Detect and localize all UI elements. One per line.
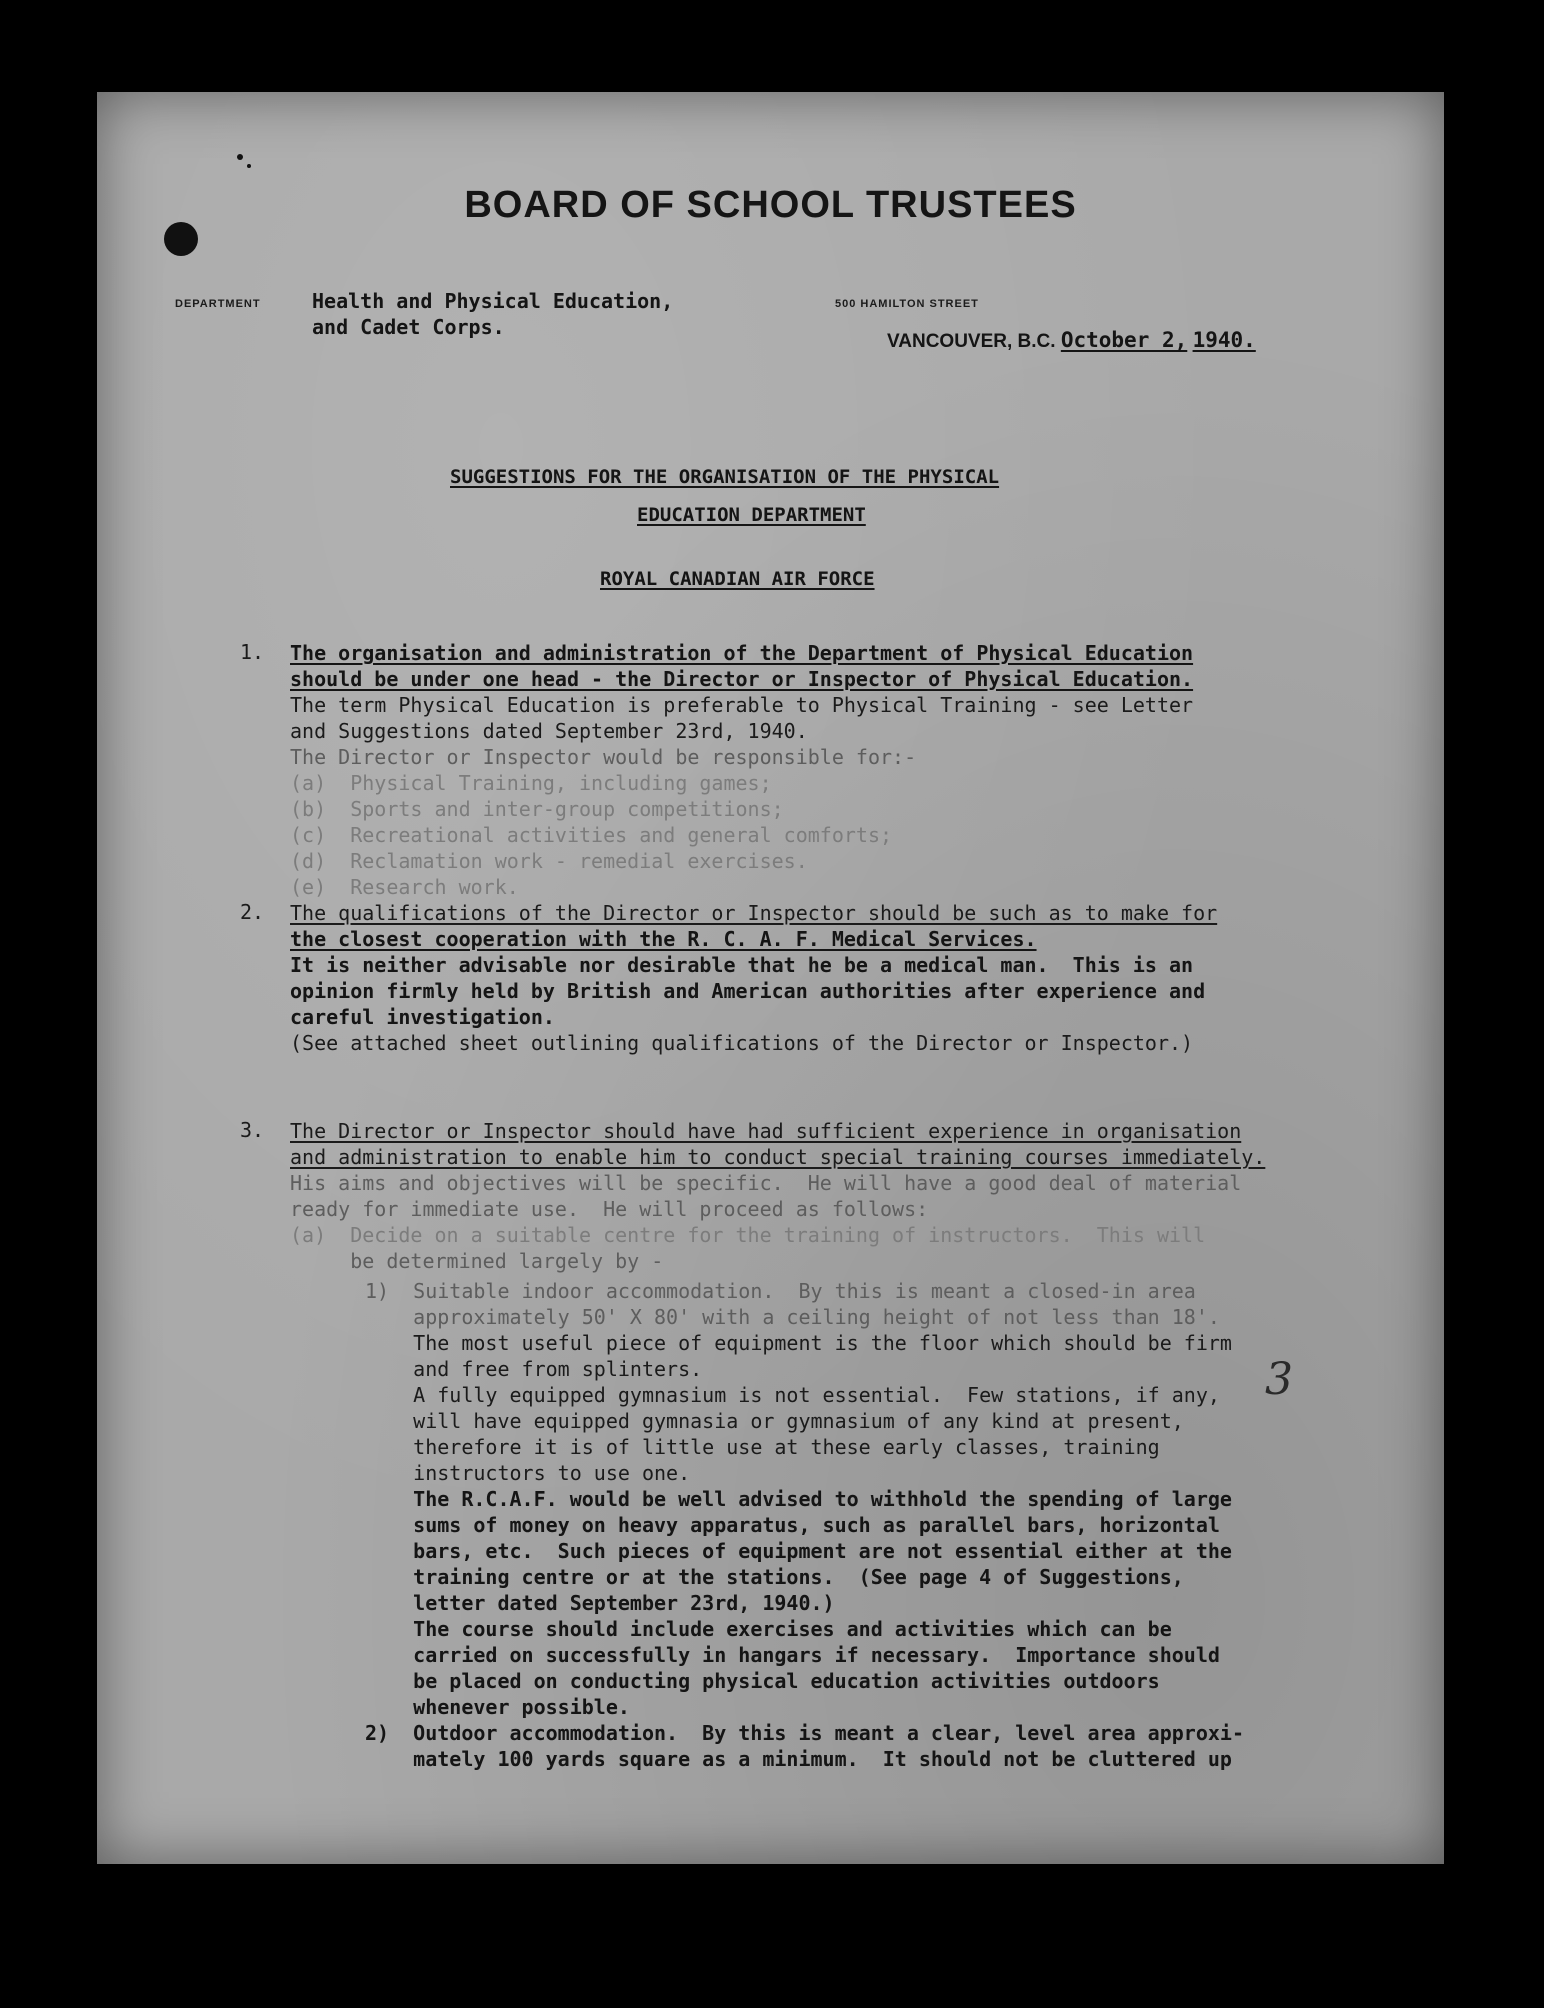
section-3-line: be determined largely by - [290,1249,664,1273]
section-3-subitem: 2) Outdoor accommodation. By this is meant a clear, level area approxi- [365,1721,1244,1745]
section-3-line: ready for immediate use. He will proceed as follows: [290,1197,929,1221]
ink-speck [247,164,251,168]
section-1-list-item: (d) Reclamation work - remedial exercises. [290,849,808,873]
section-3-line: The course should include exercises and activities which can be [365,1617,1172,1641]
section-3-line: training centre or at the stations. (See page 4 of Suggestions, [365,1565,1184,1589]
letter-year: 1940. [1192,328,1256,352]
section-3-subitem: 1) Suitable indoor accommodation. By this is meant a closed-in area [365,1279,1196,1303]
section-2-line: opinion firmly held by British and American authorities after experience and [290,979,1206,1003]
ink-spot [164,222,198,256]
section-2-line: careful investigation. [290,1005,555,1029]
section-2-line: (See attached sheet outlining qualifications of the Director or Inspector.) [290,1031,1194,1055]
section-3-line: whenever possible. [365,1695,630,1719]
heading-line-3: ROYAL CANADIAN AIR FORCE [600,568,875,590]
section-2-line: the closest cooperation with the R. C. A. F. Medical Services. [290,927,1037,951]
section-3-line: bars, etc. Such pieces of equipment are not essential either at the [365,1539,1232,1563]
section-1-line: The Director or Inspector would be responsible for:- [290,745,917,769]
section-3-line: mately 100 yards square as a minimum. It should not be cluttered up [365,1747,1232,1771]
section-3-line: The R.C.A.F. would be well advised to withhold the spending of large [365,1487,1232,1511]
street-address: 500 HAMILTON STREET [835,298,979,310]
department-name-line1: Health and Physical Education, [312,289,674,313]
department-label: DEPARTMENT [175,298,261,310]
section-1-list-item: (c) Recreational activities and general comforts; [290,823,893,847]
section-3-line: sums of money on heavy apparatus, such as parallel bars, horizontal [365,1513,1220,1537]
section-1-list-item: (b) Sports and inter-group competitions; [290,797,784,821]
section-3-line: therefore it is of little use at these early classes, training [365,1435,1160,1459]
section-3-line: His aims and objectives will be specific. He will have a good deal of material [290,1171,1242,1195]
section-3-line: and free from splinters. [365,1357,703,1381]
heading-line-2: EDUCATION DEPARTMENT [637,504,866,526]
letterhead-title: BOARD OF SCHOOL TRUSTEES [464,184,1077,226]
city-line [887,328,1256,353]
section-3-line: letter dated September 23rd, 1940.) [365,1591,835,1615]
department-name-line2: and Cadet Corps. [312,315,505,339]
section-2-line: The qualifications of the Director or Inspector should be such as to make for [290,901,1218,925]
section-1-list-item: (e) Research work. [290,875,519,899]
document-page [97,92,1444,1864]
section-3-line: will have equipped gymnasia or gymnasium of any kind at present, [365,1409,1184,1433]
section-3-line: and administration to enable him to conduct special training courses immediately. [290,1145,1266,1169]
section-1-line: and Suggestions dated September 23rd, 1940. [290,719,808,743]
section-1-line: should be under one head - the Director or Inspector of Physical Education. [290,667,1194,691]
section-3-line: The most useful piece of equipment is the floor which should be firm [365,1331,1232,1355]
letter-date: October 2, [1060,328,1188,352]
handwritten-page-mark: 3 [1265,1354,1293,1405]
section-3-line: approximately 50' X 80' with a ceiling height of not less than 18'. [365,1305,1220,1329]
city: VANCOUVER, B.C. [887,331,1056,352]
section-3-line: be placed on conducting physical education activities outdoors [365,1669,1160,1693]
section-1-line: The term Physical Education is preferable to Physical Training - see Letter [290,693,1194,717]
section-1-line: The organisation and administration of the Department of Physical Education [290,641,1194,665]
section-2-number: 2. [240,900,265,924]
section-1-number: 1. [240,640,265,664]
section-3-line: The Director or Inspector should have had sufficient experience in organisation [290,1119,1242,1143]
section-3-line: instructors to use one. [365,1461,691,1485]
heading-line-1: SUGGESTIONS FOR THE ORGANISATION OF THE PHYSICAL [450,466,1000,488]
ink-speck [237,154,243,160]
section-3-number: 3. [240,1118,265,1142]
section-3-line: A fully equipped gymnasium is not essential. Few stations, if any, [365,1383,1220,1407]
section-3-line: carried on successfully in hangars if necessary. Importance should [365,1643,1220,1667]
section-3-line: (a) Decide on a suitable centre for the training of instructors. This will [290,1223,1206,1247]
section-1-list-item: (a) Physical Training, including games; [290,771,772,795]
section-2-line: It is neither advisable nor desirable that he be a medical man. This is an [290,953,1194,977]
